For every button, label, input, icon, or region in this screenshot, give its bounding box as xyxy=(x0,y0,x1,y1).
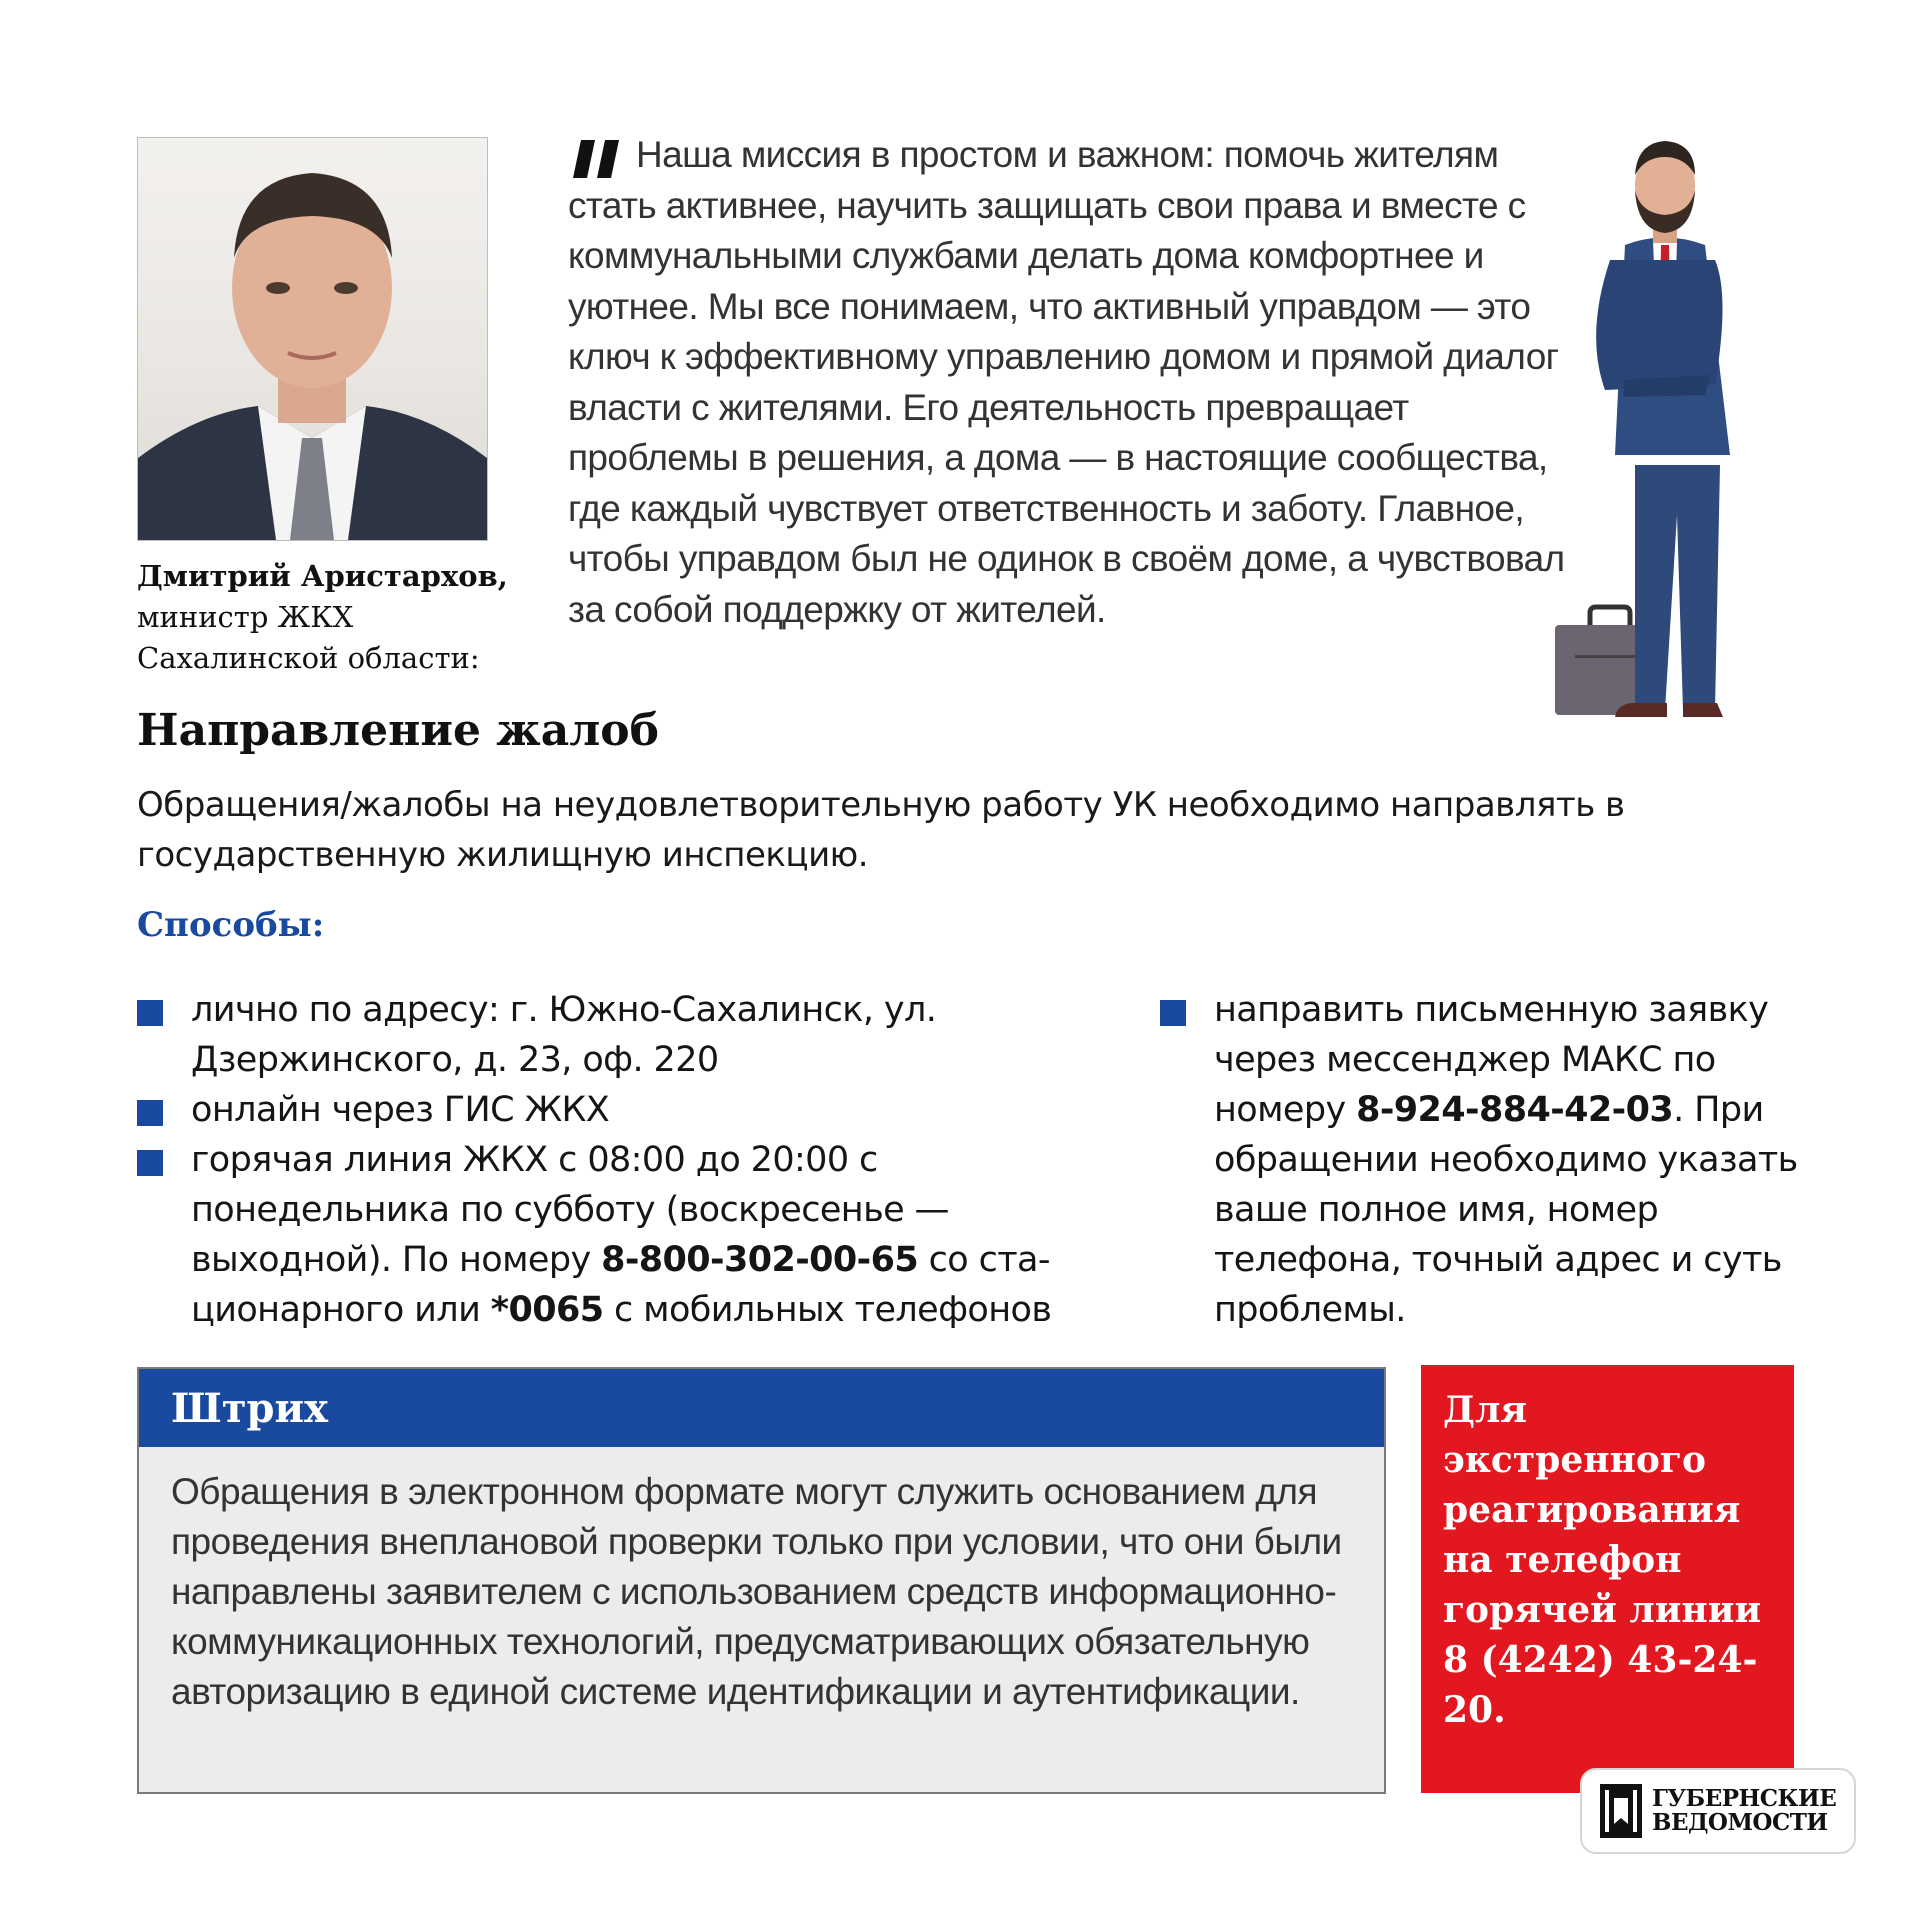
emergency-hotline-box xyxy=(1421,1365,1794,1793)
portrait-caption xyxy=(137,556,517,679)
person-position: министр ЖКХ xyxy=(137,600,354,634)
quote-text: Наша миссия в простом и важном: помочь жителям стать активнее, научить защищать свои права и вместе с коммунальными службами делать дома комфортнее и уютнее. Мы все понимаем, что активный управдом — это ключ к эффективному управлению домом и прямой диалог власти с жителями. Его деятельность превращает проблемы в решения, а дома — в настоящие сообщества, где каждый чувствует ответственность и заботу. Главное, чтобы управдом был не одинок в своём доме, а чувствовал за собой поддержку от жителей. xyxy=(568,134,1565,630)
bullet-square-icon xyxy=(1160,1000,1186,1026)
bullet-square-icon xyxy=(137,1150,163,1176)
method-text: онлайн через ГИС ЖКХ xyxy=(191,1090,610,1130)
bullet-square-icon xyxy=(137,1100,163,1126)
emergency-hotline-text: Для экстренного реагирования на телефон горячей линии 8 (4242) 43-24-20. xyxy=(1443,1389,1762,1731)
portrait-photo xyxy=(137,137,488,541)
section-title: Направление жалоб xyxy=(137,705,659,756)
person-region: Сахалинской области: xyxy=(137,641,480,675)
short-number: *0065 xyxy=(490,1290,604,1330)
note-text: Обращения в электронном формате могут служить основанием для проведения внеплановой проверки только при условии, что они были направлены заявителем с использованием средств информационно-коммуникационных технологий, предусматривающих обязательную авторизацию в единой системе идентификации и аутентификации. xyxy=(171,1471,1342,1712)
section-intro: Обращения/жалобы на неудовлетворительную работу УК необходимо направлять в государственную жилищную инспекцию. xyxy=(137,785,1625,875)
method-item-online xyxy=(137,1085,1137,1135)
logo-line-1: ГУБЕРНСКИЕ xyxy=(1652,1785,1837,1812)
hotline-phone: 8-800-302-00-65 xyxy=(601,1240,919,1280)
method-text: горячая линия ЖКХ с 08:00 до 20:00 с понедельника по субботу (воскресенье — выходной). По номеру xyxy=(191,1140,949,1280)
method-text: с мобильных телефонов xyxy=(603,1290,1052,1330)
note-box xyxy=(137,1367,1386,1794)
method-item-messenger xyxy=(1160,985,1820,1335)
methods-list-left xyxy=(137,985,1137,1335)
method-item-in-person xyxy=(137,985,1137,1085)
minister-quote xyxy=(568,130,1578,635)
person-name: Дмитрий Аристархов, xyxy=(137,559,508,593)
methods-list-right xyxy=(1160,985,1820,1335)
publisher-logo xyxy=(1580,1768,1856,1854)
bullet-square-icon xyxy=(137,1000,163,1026)
method-text: направить письменную заявку через мессенджер МАКС по номеру xyxy=(1214,990,1769,1130)
newspaper-emblem-icon xyxy=(1600,1784,1642,1838)
businessman-illustration xyxy=(1555,135,1805,725)
method-text: лично по адресу: г. Южно-Сахалинск, ул. Дзержинского, д. 23, оф. 220 xyxy=(191,990,937,1080)
method-text: со стационарного или xyxy=(191,1240,1051,1330)
messenger-phone: 8-924-884-42-03 xyxy=(1356,1090,1674,1130)
logo-line-2: ВЕДОМОСТИ xyxy=(1652,1809,1828,1836)
logo-wordmark xyxy=(1652,1787,1836,1835)
method-text: . При обращении необходимо указать ваше полное имя, номер телефона, точный адрес и суть проблемы. xyxy=(1214,1090,1798,1330)
methods-title: Способы: xyxy=(137,905,325,945)
note-header xyxy=(139,1369,1384,1447)
method-item-hotline xyxy=(137,1135,1137,1335)
portrait-illustration xyxy=(138,138,487,540)
note-title: Штрих xyxy=(171,1384,328,1432)
